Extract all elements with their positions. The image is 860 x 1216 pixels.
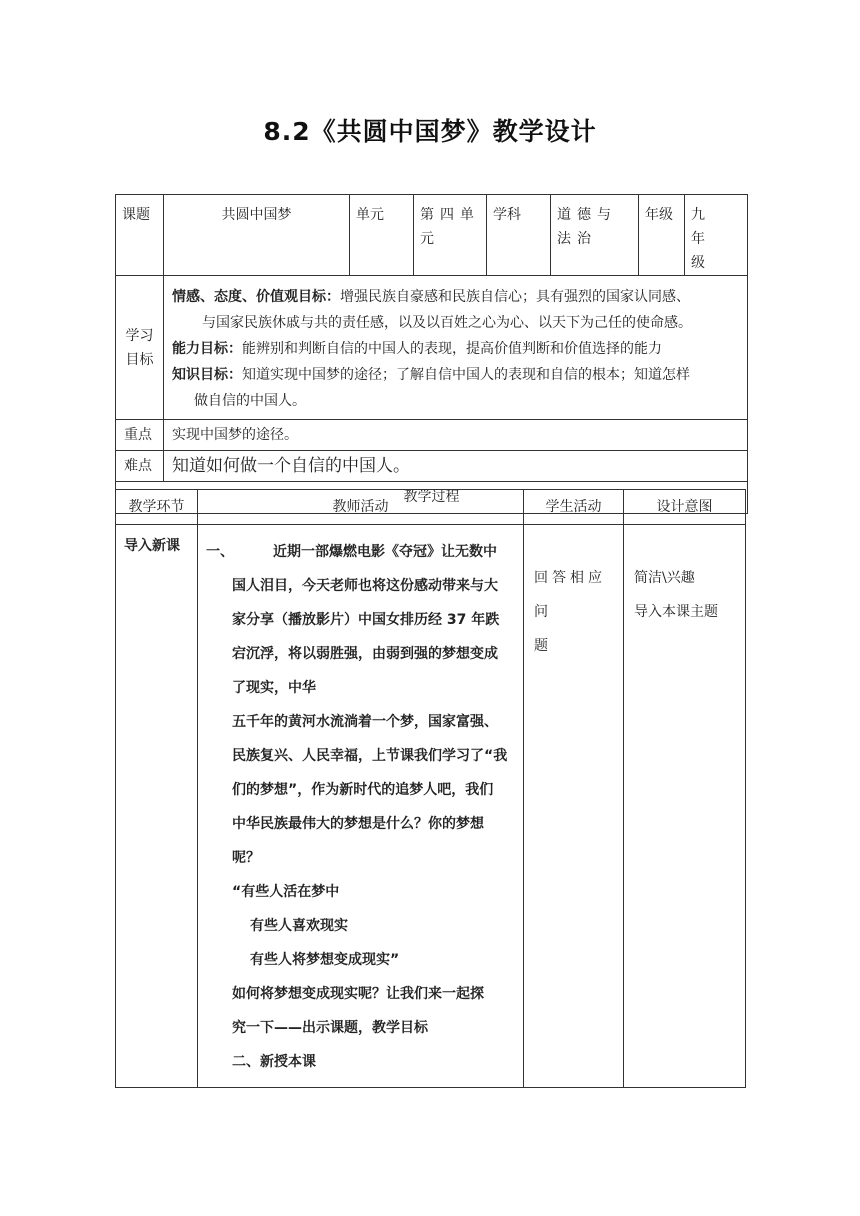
teacher-line: 如何将梦想变成现实呢？让我们来一起探: [232, 986, 484, 1002]
lesson-info-table: [115, 194, 748, 514]
objective-knowledge-cont: 做自信的中国人。: [194, 393, 306, 409]
objective-emotion: 情感、态度、价值观目标：增强民族自豪感和民族自信心；具有强烈的国家认同感、: [172, 289, 690, 305]
objectives-list: [164, 276, 748, 420]
grade-value: 九年级: [685, 195, 748, 276]
teacher-line: 五千年的黄河水流淌着一个梦，国家富强、: [232, 714, 498, 730]
teacher-line: 国人泪目，今天老师也将这份感动带来与大: [232, 578, 498, 594]
teacher-activity-cell: [198, 525, 524, 1088]
header-student: 学生活动: [524, 490, 624, 525]
topic-value: 共圆中国梦: [164, 195, 350, 276]
intent-line: 简洁\兴趣: [634, 570, 695, 586]
objective-knowledge: 知识目标：知道实现中国梦的途径；了解自信中国人的表现和自信的根本；知道怎样: [172, 367, 690, 383]
teacher-line: 了现实，中华: [232, 680, 316, 696]
objective-ability: 能力目标：能辨别和判断自信的中国人的表现，提高价值判断和价值选择的能力: [172, 341, 662, 357]
key-point-label: 重点: [116, 420, 164, 451]
design-intent-cell: [624, 525, 746, 1088]
process-heading: 教学过程: [116, 482, 748, 514]
teacher-line: 家分享（播放影片）中国女排历经 37 年跌: [232, 612, 500, 628]
difficulty-label: 难点: [116, 451, 164, 482]
topic-label: 课题: [116, 195, 164, 276]
unit-label: 单元: [350, 195, 414, 276]
stage-cell: 导入新课: [116, 525, 198, 1088]
difficulty-value: 知道如何做一个自信的中国人。: [164, 451, 748, 482]
teacher-line: 宕沉浮，将以弱胜强，由弱到强的梦想变成: [232, 646, 498, 662]
teacher-line: 呢？: [232, 850, 260, 866]
student-activity-cell: [524, 525, 624, 1088]
objective-emotion-cont: 与国家民族休戚与共的责任感，以及以百姓之心为心、以天下为己任的使命感。: [202, 315, 692, 331]
teacher-line: 中华民族最伟大的梦想是什么？你的梦想: [232, 816, 484, 832]
objectives-label: 学习目标: [116, 276, 164, 420]
subject-label: 学科: [487, 195, 551, 276]
teacher-line: “有些人活在梦中: [232, 884, 340, 900]
header-teacher: 教师活动: [198, 490, 524, 525]
intent-line: 导入本课主题: [634, 604, 718, 620]
student-line: 回答相应问: [534, 570, 606, 620]
student-line: 题: [534, 638, 552, 654]
key-point-value: 实现中国梦的途径。: [164, 420, 748, 451]
teacher-line: 一、 近期一部爆燃电影《夺冠》让无数中: [206, 544, 497, 560]
unit-value: 第四单元: [414, 195, 487, 276]
teaching-process-table: [115, 489, 746, 1088]
teacher-line: 有些人喜欢现实: [250, 918, 348, 934]
header-intent: 设计意图: [624, 490, 746, 525]
teacher-line: 二、新授本课: [232, 1054, 316, 1070]
page-title: 8.2《共圆中国梦》教学设计: [263, 117, 597, 146]
grade-label: 年级: [639, 195, 685, 276]
teacher-line: 们的梦想”，作为新时代的追梦人吧，我们: [232, 782, 494, 798]
teacher-line: 究一下——出示课题，教学目标: [232, 1020, 428, 1036]
header-stage: 教学环节: [116, 490, 198, 525]
teacher-line: 有些人将梦想变成现实”: [250, 952, 400, 968]
subject-value: 道德与法治: [551, 195, 639, 276]
teacher-line: 民族复兴、人民幸福，上节课我们学习了“我: [232, 748, 508, 764]
